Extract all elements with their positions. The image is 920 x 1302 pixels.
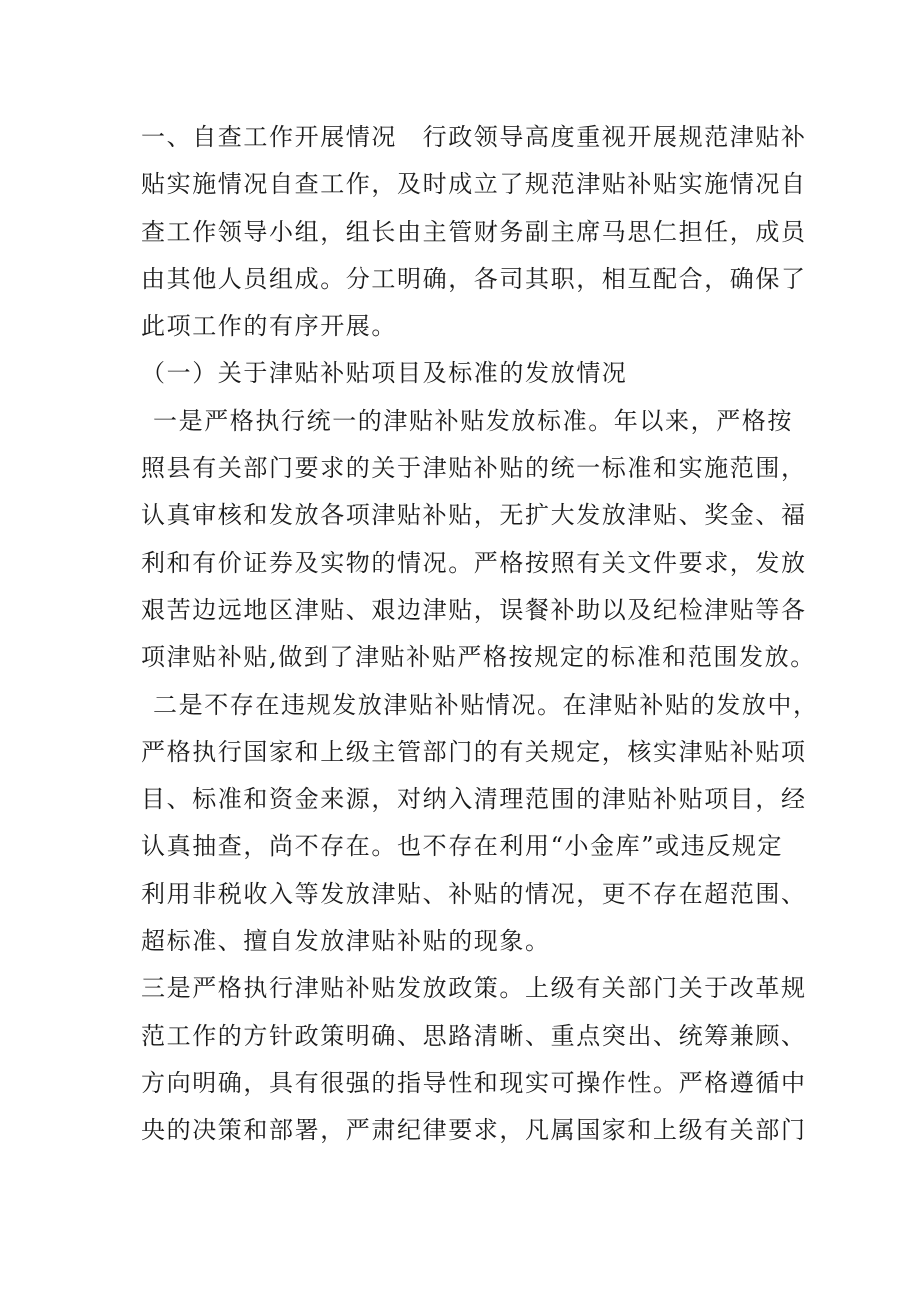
- text-line: 认真审核和发放各项津贴补贴，无扩大发放津贴、奖金、福: [141, 501, 807, 530]
- text-line: 二是不存在违规发放津贴补贴情况。在津贴补贴的发放中，: [153, 690, 819, 719]
- text-line: 艰苦边远地区津贴、艰边津贴，误餐补助以及纪检津贴等各: [141, 595, 807, 624]
- text-line: 一是严格执行统一的津贴补贴发放标准。年以来，严格按: [153, 406, 793, 435]
- text-line: 贴实施情况自查工作，及时成立了规范津贴补贴实施情况自: [141, 170, 807, 199]
- text-line: 由其他人员组成。分工明确，各司其职，相互配合，确保了: [141, 264, 807, 293]
- text-line: 查工作领导小组，组长由主管财务副主席马思仁担任，成员: [141, 217, 807, 246]
- text-line: 三是严格执行津贴补贴发放政策。上级有关部门关于改革规: [141, 974, 807, 1003]
- text-line: 照县有关部门要求的关于津贴补贴的统一标准和实施范围，: [141, 454, 807, 483]
- text-line: 项津贴补贴,做到了津贴补贴严格按规定的标准和范围发放。: [141, 643, 816, 672]
- text-line: 一、自查工作开展情况 行政领导高度重视开展规范津贴补: [141, 123, 807, 151]
- text-line: 利用非税收入等发放津贴、补贴的情况，更不存在超范围、: [141, 879, 807, 908]
- text-line: 目、标准和资金来源，对纳入清理范围的津贴补贴项目，经: [141, 785, 807, 814]
- text-line: 利和有价证券及实物的情况。严格按照有关文件要求，发放: [141, 548, 807, 577]
- text-line: 严格执行国家和上级主管部门的有关规定，核实津贴补贴项: [141, 737, 807, 766]
- section-heading: （一）关于津贴补贴项目及标准的发放情况: [141, 359, 628, 388]
- text-line: 此项工作的有序开展。: [141, 312, 397, 341]
- text-line: 范工作的方针政策明确、思路清晰、重点突出、统筹兼顾、: [141, 1021, 807, 1050]
- text-line: 央的决策和部署，严肃纪律要求，凡属国家和上级有关部门: [141, 1116, 807, 1145]
- text-line: 超标准、擅自发放津贴补贴的现象。: [141, 927, 551, 956]
- text-line: 认真抽查，尚不存在。也不存在利用“小金库”或违反规定: [141, 832, 784, 861]
- text-line: 方向明确，具有很强的指导性和现实可操作性。严格遵循中: [141, 1068, 807, 1097]
- document-body: [141, 114, 819, 1155]
